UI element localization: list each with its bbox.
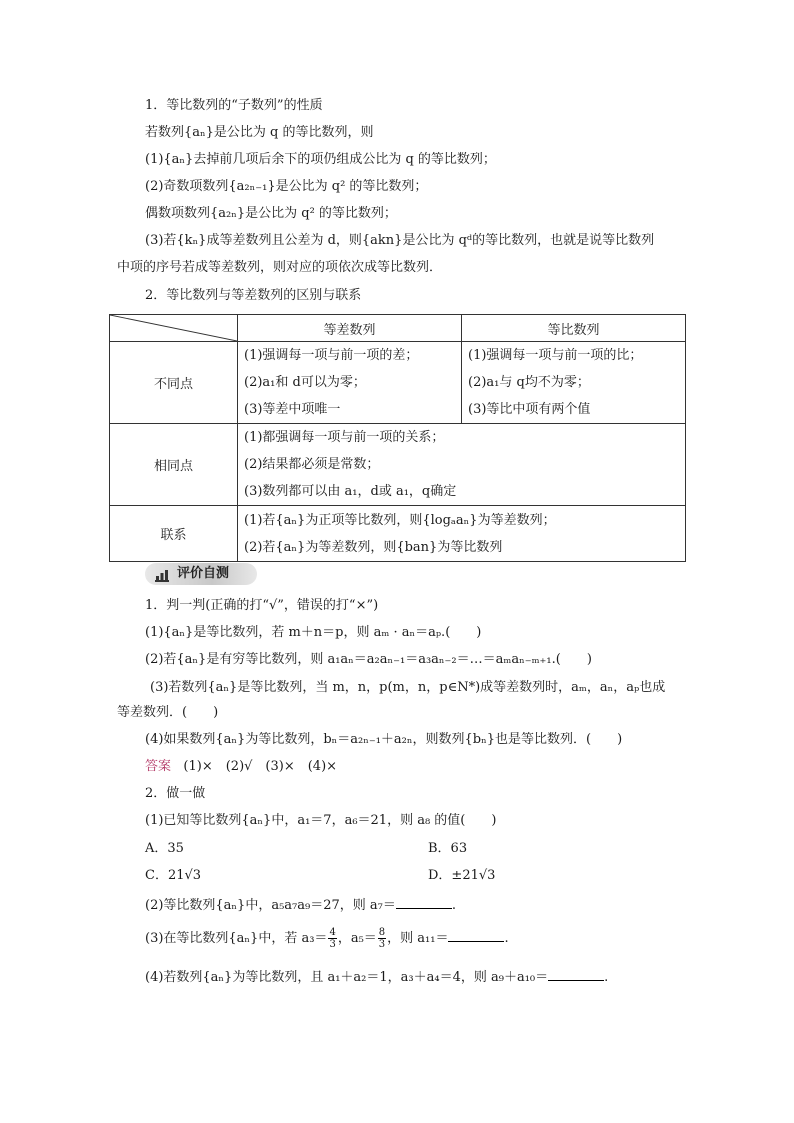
self-assessment-badge <box>145 563 257 585</box>
table-cell-line: (1)强调每一项与前一项的比； <box>468 348 643 363</box>
answer-blank[interactable] <box>448 927 504 942</box>
table-cell-similarities <box>238 424 686 506</box>
section1-item2a: (2)奇数项数列{a₂ₙ₋₁}是公比为 q² 的等比数列； <box>145 179 428 194</box>
fraction <box>328 927 336 950</box>
q2-problem-3-text-c: ，则 a₁₁＝ <box>387 931 449 946</box>
table-cell-line: (2)a₁与 q均不为零； <box>468 375 590 390</box>
option-c: C．21√3 <box>145 868 202 883</box>
q2-problem-4-text: (4)若数列{aₙ}为等比数列，且 a₁＋a₂＝1，a₃＋a₄＝4，则 a₉＋a₁₀＝ <box>145 970 549 985</box>
fraction-denominator: 3 <box>329 939 336 950</box>
q1-heading: 1．判一判(正确的打“√”，错误的打“×”) <box>145 598 379 613</box>
table-cell-line: (3)等差中项唯一 <box>244 402 341 417</box>
table-row-label-connection: 联系 <box>110 506 238 562</box>
comparison-table <box>109 314 686 562</box>
q2-heading: 2．做一做 <box>145 786 206 801</box>
answer-blank[interactable] <box>396 894 452 909</box>
q2-problem-3-text-a: (3)在等比数列{aₙ}中，若 a₃＝ <box>145 931 328 946</box>
q2-problem-3: (3)在等比数列{aₙ}中，若 a₃＝ $\frac{4}{3}$ ，a₅＝ $\frac{8}{3}$ ，则 a₁₁＝ . <box>145 927 509 950</box>
q1-statement-4: (4)如果数列{aₙ}为等比数列，bₙ＝a₂ₙ₋₁＋a₂ₙ，则数列{bₙ}也是等比数列．( ) <box>145 732 623 747</box>
q2-problem-2-text: (2)等比数列{aₙ}中，a₅a₇a₉＝27，则 a₇＝ <box>145 898 396 913</box>
table-row-label-similarities: 相同点 <box>110 424 238 506</box>
option-d: D．±21√3 <box>428 868 496 883</box>
q2-problem-1: (1)已知等比数列{aₙ}中，a₁＝7，a₆＝21，则 a₈ 的值( ) <box>145 813 497 828</box>
section1-item1: (1){aₙ}去掉前几项后余下的项仍组成公比为 q 的等比数列； <box>145 152 496 167</box>
table-header-arithmetic: 等差数列 <box>238 315 462 342</box>
table-cell-line: (1)强调每一项与前一项的差； <box>244 348 419 363</box>
section1-intro: 若数列{aₙ}是公比为 q 的等比数列，则 <box>145 125 374 140</box>
section2-heading: 2．等比数列与等差数列的区别与联系 <box>145 288 362 303</box>
q1-statement-3a: (3)若数列{aₙ}是等比数列，当 m，n，p(m，n，p∈N*)成等差数列时，aₘ，aₙ，aₚ也成 <box>150 680 666 695</box>
q2-problem-4: (4)若数列{aₙ}为等比数列，且 a₁＋a₂＝1，a₃＋a₄＝4，则 a₉＋a₁₀＝ . <box>145 966 608 987</box>
table-header-geometric: 等比数列 <box>462 315 686 342</box>
option-b: B．63 <box>428 841 468 856</box>
fraction-denominator: 3 <box>378 939 386 950</box>
fraction <box>378 927 386 950</box>
table-cell-geom-differences <box>462 342 686 424</box>
chart-icon <box>155 568 169 580</box>
q2-problem-2: (2)等比数列{aₙ}中，a₅a₇a₉＝27，则 a₇＝ . <box>145 894 456 915</box>
section1-item2b: 偶数项数列{a₂ₙ}是公比为 q² 的等比数列； <box>145 206 397 221</box>
table-cell-line: (2)若{aₙ}为等差数列，则{ban}为等比数列 <box>244 539 503 555</box>
badge-label: 评价自测 <box>177 566 230 581</box>
q2-problem-3-text-b: ，a₅＝ <box>337 931 377 946</box>
section1-heading: 1．等比数列的“子数列”的性质 <box>145 98 323 113</box>
q1-statement-2: (2)若{aₙ}是有穷等比数列，则 a₁aₙ＝a₂aₙ₋₁＝a₃aₙ₋₂＝…＝aₘaₙ₋ₘ₊₁.( ) <box>145 652 592 667</box>
option-a: A．35 <box>145 841 184 856</box>
answer-text: (1)× (2)√ (3)× (4)× <box>183 759 338 774</box>
fraction-numerator: 4 <box>329 927 336 938</box>
table-cell-line: (3)等比中项有两个值 <box>468 402 591 417</box>
table-cell-line: (3)数列都可以由 a₁，d或 a₁，q确定 <box>244 484 457 499</box>
table-cell-line: (2)结果都必须是常数； <box>244 457 380 472</box>
section1-item3a: (3)若{kₙ}成等差数列且公差为 d，则{akn}是公比为 qᵈ的等比数列，也就是说等比数列 <box>145 233 655 248</box>
section1-item3b: 中项的序号若成等差数列，则对应的项依次成等比数列． <box>117 260 443 275</box>
table-cell-line: (1)都强调每一项与前一项的关系； <box>244 430 445 445</box>
table-cell-connection <box>238 506 686 562</box>
table-row-label-differences: 不同点 <box>110 342 238 424</box>
table-cell-line: (1)若{aₙ}为正项等比数列，则{logₐaₙ}为等差数列； <box>244 512 556 528</box>
table-corner-cell <box>110 315 238 342</box>
fraction-numerator: 8 <box>378 927 386 938</box>
answer-blank[interactable] <box>548 966 604 981</box>
answer-label: 答案 <box>145 759 172 774</box>
q1-statement-3b: 等差数列．( ) <box>117 705 219 720</box>
table-cell-arith-differences <box>238 342 462 424</box>
table-cell-line: (2)a₁和 d可以为零； <box>244 375 366 390</box>
q1-statement-1: (1){aₙ}是等比数列，若 m＋n＝p，则 aₘ · aₙ＝aₚ.( ) <box>145 625 482 640</box>
q1-answer <box>145 758 337 776</box>
